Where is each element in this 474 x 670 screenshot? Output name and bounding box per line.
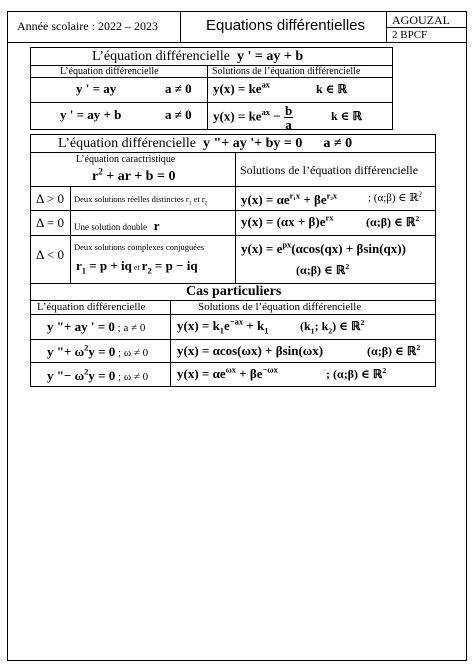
special-row1-dom-k: (k [300, 319, 311, 333]
case2-domain-sup: 2 [415, 214, 420, 223]
fo-row2-cond: a ≠ 0 [165, 107, 192, 122]
special-row1-dom-sup: 2 [360, 318, 365, 327]
case1-desc-sub2: 2 [204, 200, 208, 207]
case3-root2-eq: = p − iq [151, 258, 198, 273]
case3-desc: Deux solutions complexes conjuguées [74, 242, 205, 252]
second-order-title-cond: a ≠ 0 [323, 136, 353, 151]
case1-sol-text: y(x) = αe [241, 192, 290, 207]
char-eq-r: r [92, 169, 99, 184]
case1-sol-mid: + βe [300, 192, 327, 207]
char-eq-sup: 2 [98, 166, 103, 177]
special-row2-eq-a: y "+ ω [47, 344, 85, 359]
case3-roots-et: et [131, 263, 142, 272]
special-row1-sol-exp: −ax [229, 316, 244, 327]
special-col-right: Solutions de l’équation différencielle [198, 301, 362, 313]
special-row2-solution: y(x) = αcos(ωx) + βsin(ωx) [177, 343, 324, 358]
case3-sol-text: y(x) = e [241, 241, 283, 256]
special-row2-eq-sup: 2 [84, 342, 89, 353]
special-row2-domain-text: (α;β) ∈ ℝ [367, 344, 417, 358]
fo-row1-cond: a ≠ 0 [165, 81, 192, 96]
second-order-title-text: L’équation différencielle [58, 136, 196, 151]
case3-sol-rest: (αcos(qx) + βsin(qx)) [291, 241, 406, 256]
case2-delta: Δ = 0 [36, 215, 64, 230]
fo-row1-sol-exp: ax [261, 79, 271, 90]
second-order-title-eq: y "+ ay '+ by = 0 [203, 136, 303, 151]
case1-sol-exp2: r₂x [326, 190, 338, 201]
special-row1-sol-sub1: 1 [219, 325, 225, 336]
case3-root2-sub: 2 [147, 265, 152, 276]
first-order-title-text: L’équation différencielle [92, 49, 230, 64]
special-row3-cond: ; ω ≠ 0 [115, 371, 149, 383]
case3-root2: r [141, 258, 148, 273]
case1-domain-sup: 2 [418, 190, 422, 199]
header-divider-1 [180, 11, 181, 43]
fo-row1-domain: k ∈ ℝ [316, 82, 348, 96]
special-row3-sol-mid: + βe [235, 366, 263, 381]
author-name: AGOUZAL [392, 13, 450, 27]
case1-delta: Δ > 0 [36, 191, 64, 206]
case3-delta: Δ < 0 [36, 247, 64, 262]
special-row3-eq-sup: 2 [84, 366, 89, 377]
special-row3-sol-exp2: −ωx [262, 364, 278, 375]
case1-desc-sub1: 1 [188, 200, 192, 207]
characteristic-label: L’équation caractristique [76, 154, 176, 165]
special-row1-eq-text: y "+ ay ' = 0 [47, 319, 115, 334]
special-row1-cond: ; a ≠ 0 [114, 322, 146, 334]
case1-domain-text: ; (α;β) ∈ ℝ [368, 192, 419, 204]
case3-root1-eq: = p + iq [86, 258, 132, 273]
case2-desc-r: r [153, 218, 160, 233]
special-row3-domain-text: ; (α;β) ∈ ℝ [326, 367, 383, 381]
case2-domain-text: (α;β) ∈ ℝ [366, 215, 416, 229]
header-divider-3 [386, 27, 467, 28]
fo-row2-sol-exp: ax [261, 107, 271, 118]
fo-row2-eq: y ' = ay + b [60, 107, 122, 122]
special-row1-dom-rest: ) ∈ ℝ [332, 319, 361, 333]
case1-desc-mid: et r [191, 194, 205, 204]
case3-root1: r [76, 258, 82, 273]
special-row1-sol-e: e [224, 318, 230, 333]
special-row1-dom-sub1: 1 [310, 326, 315, 336]
special-row3-eq-a: y "− ω [47, 368, 85, 383]
case3-sol-exp: px [282, 239, 292, 250]
special-row2-cond: ; ω ≠ 0 [115, 347, 149, 359]
case3-root1-sub: 1 [81, 265, 86, 276]
special-row1-dom-sep: ; k [314, 319, 329, 333]
special-row1-sol-text: y(x) = k [177, 318, 220, 333]
fo-row2-minus: − [273, 108, 281, 124]
case2-sol-text: y(x) = (αx + β)e [241, 214, 326, 229]
special-cases-title: Cas particuliers [186, 284, 282, 299]
special-row3-domain-sup: 2 [382, 366, 387, 375]
class-name: 2 BPCF [392, 29, 428, 41]
fo-row2-frac-den: a [285, 117, 292, 132]
fo-row2-domain: k ∈ ℝ [331, 109, 363, 123]
char-eq-rest: + ar + b = 0 [106, 169, 176, 184]
case2-desc-text: Une solution double [74, 222, 147, 232]
first-order-col-right: Solutions de l’équation différencielle [212, 66, 361, 77]
special-row1-sol-sub2: 1 [264, 325, 269, 336]
first-order-col-left: L’équation différencielle [60, 66, 159, 77]
special-row3-sol-exp1: ωx [225, 364, 236, 375]
special-row3-sol-text: y(x) = αe [177, 366, 226, 381]
special-row1-sol-plus: + k [243, 318, 265, 333]
special-row1-dom-sub2: 2 [328, 326, 333, 336]
special-row3-eq-b: y = 0 [88, 368, 116, 383]
first-order-title-eq: y ' = ay + b [237, 49, 304, 64]
special-col-left: L’équation différencielle [37, 301, 146, 313]
case3-domain-text: (α;β) ∈ ℝ [296, 263, 346, 277]
second-order-sol-header: Solutions de l’équation différencielle [240, 163, 419, 177]
fo-row2-frac-num: b [284, 103, 293, 118]
school-year: Année scolaire : 2022 – 2023 [17, 19, 158, 33]
fo-row1-eq: y ' = ay [76, 81, 117, 96]
special-row2-eq-b: y = 0 [88, 344, 116, 359]
special-row2-domain-sup: 2 [416, 343, 421, 352]
fo-row1-sol-text: y(x) = ke [213, 81, 262, 96]
case1-sol-exp1: r₁x [289, 190, 301, 201]
page-title: Equations différentielles [206, 17, 365, 34]
fo-row2-sol-text: y(x) = ke [213, 108, 262, 124]
case2-sol-exp: rx [325, 212, 334, 223]
case3-domain-sup: 2 [345, 262, 350, 271]
page-border [7, 43, 467, 661]
case1-desc-text: Deux solutions réelles distinctes r [74, 194, 189, 204]
